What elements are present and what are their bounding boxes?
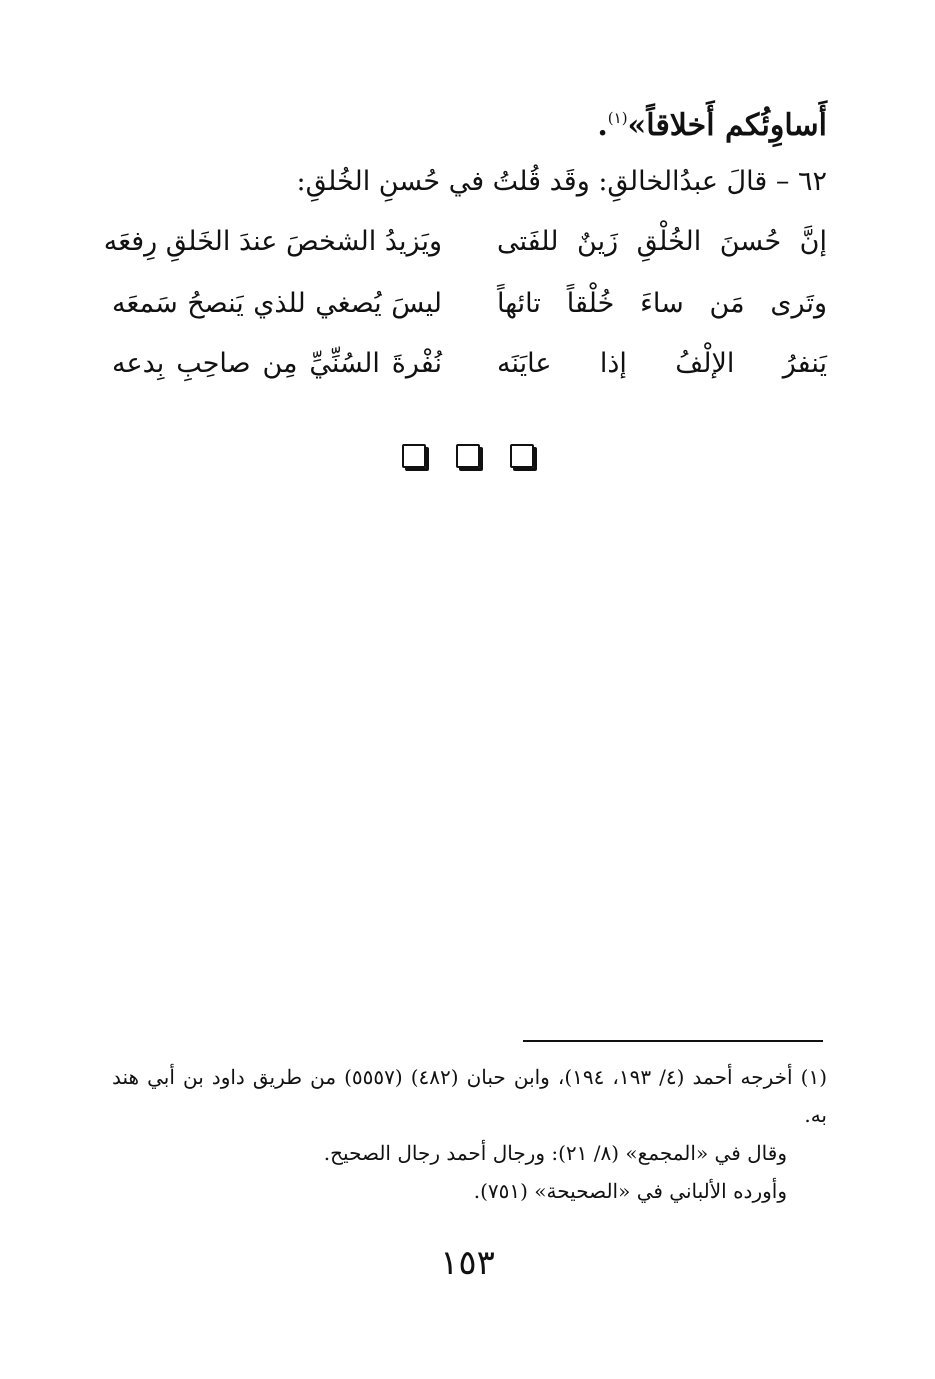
page-number: ١٥٣ — [440, 1243, 495, 1283]
square-ornament-icon — [510, 444, 534, 468]
verse-second-hemistich: ليسَ يُصغي للذي يَنصحُ سَمعَه — [112, 288, 442, 319]
verse-first-hemistich: يَنفرُ الإلْفُ إذا عايَنَه — [497, 348, 827, 379]
section-ornament — [0, 444, 935, 474]
verse-first-hemistich: وتَرى مَن ساءَ خُلْقاً تائهاً — [497, 288, 827, 319]
footnote-1: (١) أخرجه أحمد (٤/ ١٩٣، ١٩٤)، وابن حبان (٤٨٢) (٥٥٥٧) من طريق داود بن أبي هند به. — [112, 1065, 827, 1127]
square-ornament-icon — [402, 444, 426, 468]
verse-row — [103, 218, 827, 266]
verse-second-hemistich: نُفْرةَ السُنِّيِّ مِن صاحِبِ بِدعه — [112, 348, 442, 379]
hadith-closing-line — [112, 96, 827, 148]
verse-first-hemistich: إنَّ حُسنَ الخُلْقِ زَينٌ للفَتى — [497, 226, 827, 257]
footnote-1-continuation: وأورده الألباني في «الصحيحة» (٧٥١). — [473, 1179, 787, 1203]
entry-heading: ٦٢ – قالَ عبدُالخالقِ: وقَد قُلتُ في حُسنِ الخُلقِ: — [296, 166, 827, 197]
verse-row — [112, 340, 827, 388]
footnote-marker[interactable]: (١) — [607, 109, 628, 127]
verse-second-hemistich: ويَزيدُ الشخصَ عندَ الخَلقِ رِفعَه — [103, 226, 442, 257]
footnotes — [112, 1058, 827, 1210]
footnote-separator — [523, 1040, 823, 1042]
footnote-1-continuation: وقال في «المجمع» (٨/ ٢١): ورجال أحمد رجال الصحيح. — [323, 1141, 787, 1165]
closing-text: أَساوِئُكم أَخلاقاً» — [627, 108, 827, 143]
verse-row — [112, 280, 827, 328]
square-ornament-icon — [456, 444, 480, 468]
closing-period: . — [597, 108, 608, 143]
